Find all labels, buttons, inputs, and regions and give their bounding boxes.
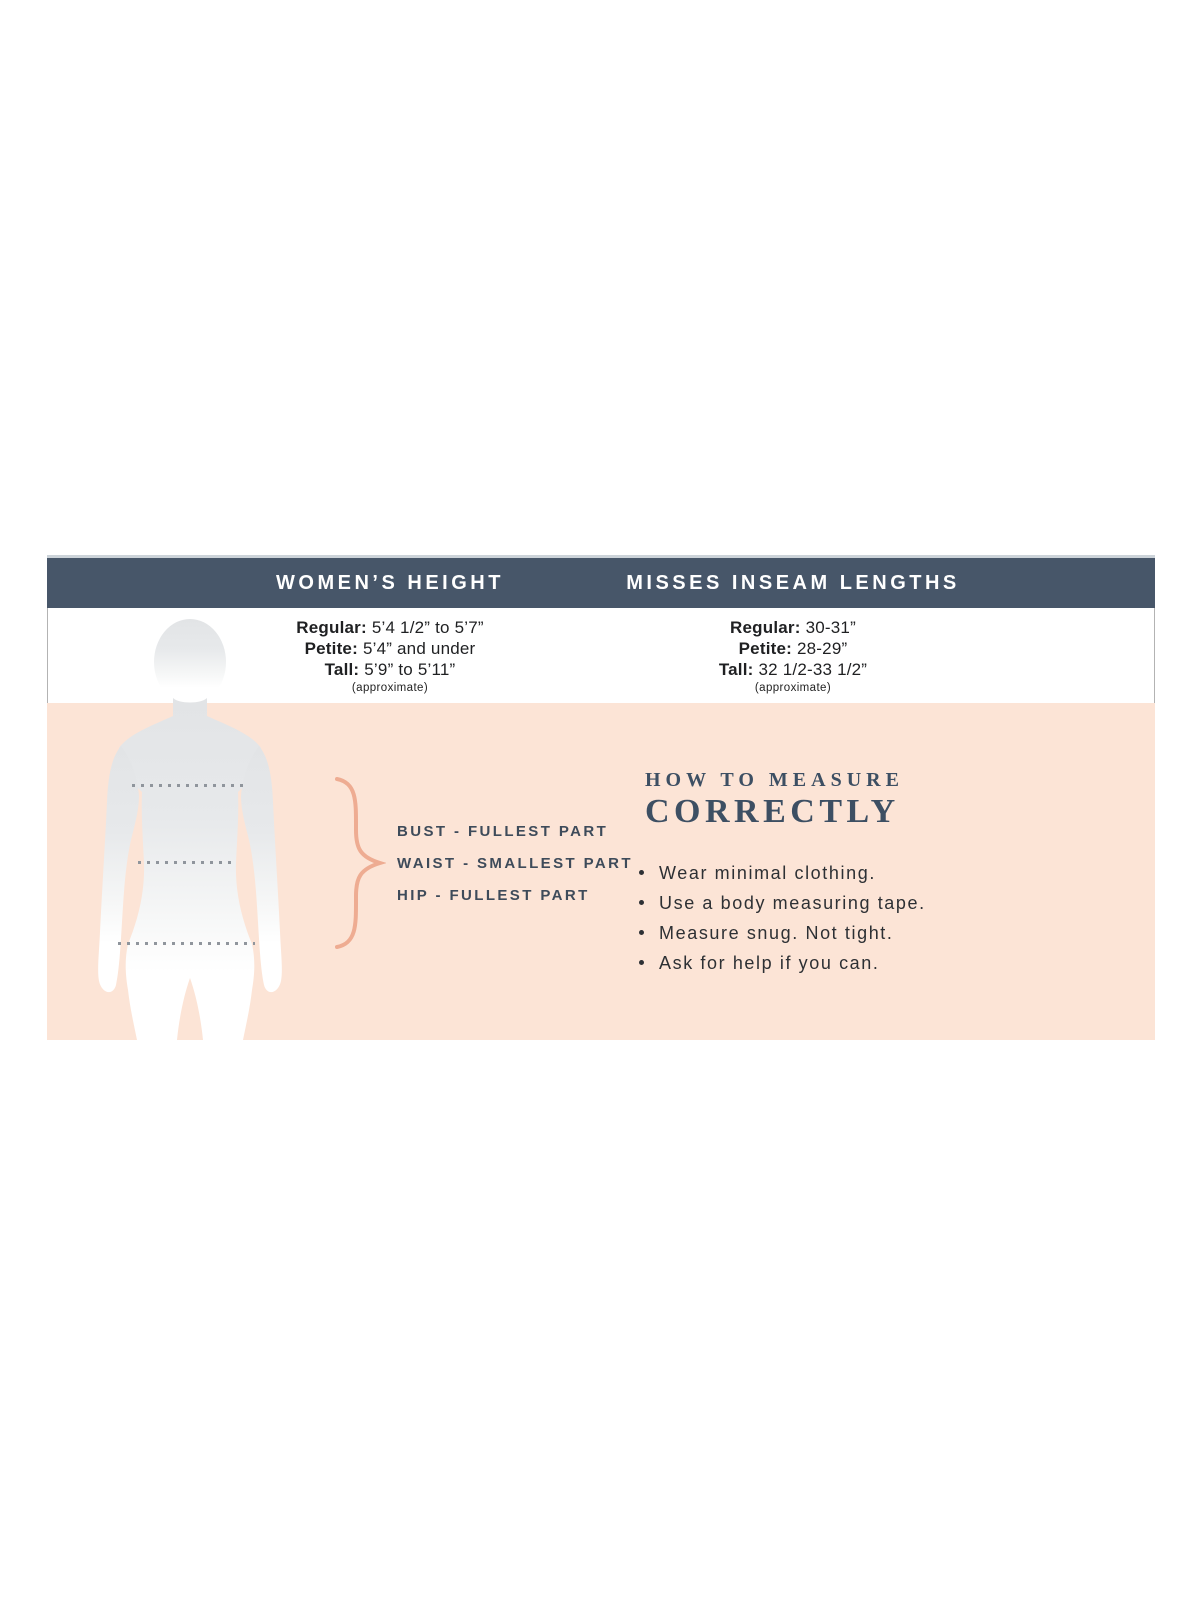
heading-line-2: CORRECTLY xyxy=(645,793,900,830)
tip-text: Wear minimal clothing. xyxy=(659,863,876,883)
bust-label: BUST - FULLEST PART xyxy=(397,823,609,840)
tip-item xyxy=(639,888,926,918)
height-footnote: (approximate) xyxy=(351,682,429,694)
bullet-icon xyxy=(639,900,644,905)
inseam-regular-value: 30-31” xyxy=(805,618,856,637)
height-petite-value: 5’4” and under xyxy=(362,639,476,658)
inseam-regular-label: Regular: xyxy=(730,618,801,637)
height-tall-label: Tall: xyxy=(324,660,360,679)
waist-dotted-line xyxy=(138,861,235,864)
height-regular-label: Regular: xyxy=(296,618,367,637)
tip-text: Measure snug. Not tight. xyxy=(659,923,894,943)
measurement-labels xyxy=(397,824,633,920)
bust-dotted-line xyxy=(132,784,244,787)
height-tall-value: 5’9” to 5’11” xyxy=(364,660,456,679)
tip-item xyxy=(639,858,926,888)
inseam-tall-value: 32 1/2-33 1/2” xyxy=(758,660,868,679)
measuring-tips-list xyxy=(639,858,926,978)
tip-item xyxy=(639,918,926,948)
height-petite-label: Petite: xyxy=(304,639,358,658)
waist-label: WAIST - SMALLEST PART xyxy=(397,855,633,872)
inseam-row-tall xyxy=(543,659,1043,680)
hip-label: HIP - FULLEST PART xyxy=(397,887,590,904)
inseam-row-regular xyxy=(543,617,1043,638)
height-regular-value: 5’4 1/2” to 5’7” xyxy=(371,618,484,637)
how-to-measure-heading xyxy=(645,767,904,831)
inseam-tall-label: Tall: xyxy=(718,660,754,679)
inseam-row-petite xyxy=(543,638,1043,659)
tip-item xyxy=(639,948,926,978)
curly-brace-icon xyxy=(330,776,386,950)
hip-dotted-line xyxy=(118,942,255,945)
column-title-womens-height: WOMEN’S HEIGHT xyxy=(276,572,504,594)
misses-inseam-values xyxy=(543,617,1043,696)
tip-text: Ask for help if you can. xyxy=(659,953,880,973)
tip-text: Use a body measuring tape. xyxy=(659,893,926,913)
inseam-footnote: (approximate) xyxy=(754,682,832,694)
inseam-petite-label: Petite: xyxy=(738,639,792,658)
heading-line-1: HOW TO MEASURE xyxy=(645,769,904,791)
header-bar xyxy=(47,555,1155,608)
size-guide-sheet xyxy=(47,555,1155,1040)
bullet-icon xyxy=(639,930,644,935)
bullet-icon xyxy=(639,870,644,875)
bullet-icon xyxy=(639,960,644,965)
inseam-petite-value: 28-29” xyxy=(797,639,848,658)
female-body-silhouette-icon xyxy=(95,610,285,1040)
column-title-misses-inseam: MISSES INSEAM LENGTHS xyxy=(626,572,960,594)
